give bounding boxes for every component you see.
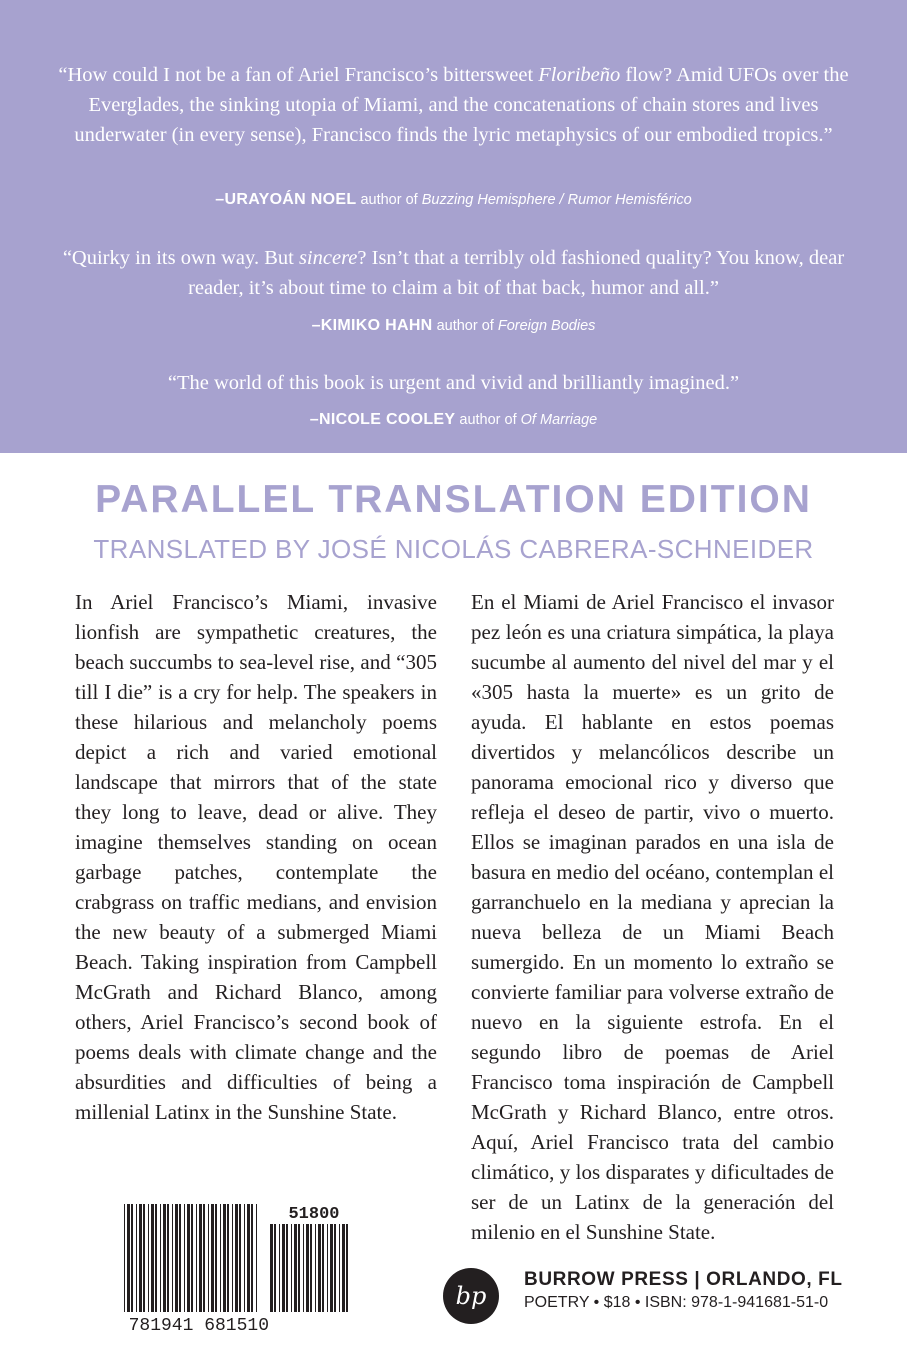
blurb-author-name: KIMIKO HAHN bbox=[320, 317, 433, 334]
blurb-attribution-3: –NICOLE COOLEY author of Of Marriage bbox=[309, 411, 598, 428]
barcode-bar bbox=[282, 1224, 285, 1312]
barcode-bar bbox=[223, 1204, 226, 1312]
barcode-bar bbox=[235, 1204, 238, 1312]
barcode-bar bbox=[279, 1224, 280, 1312]
barcode-bar bbox=[127, 1204, 130, 1312]
blurb-book-title: Buzzing Hemisphere / Rumor Hemisférico bbox=[421, 192, 692, 208]
book-info-line: POETRY • $18 • ISBN: 978-1-941681-51-0 bbox=[524, 1294, 829, 1311]
barcode-price-code: 51800 bbox=[288, 1205, 340, 1224]
barcode-bar bbox=[151, 1204, 154, 1312]
barcode-bar bbox=[208, 1204, 209, 1312]
barcode-bar bbox=[220, 1204, 221, 1312]
barcode-bar bbox=[334, 1224, 336, 1312]
blurb-book-title: Foreign Bodies bbox=[497, 318, 596, 334]
blurb-author-name: URAYOÁN NOEL bbox=[224, 191, 357, 208]
burrow-press-logo: bp bbox=[443, 1268, 499, 1324]
blurb-attribution-1: –URAYOÁN NOEL author of Buzzing Hemisphere / Rumor Hemisférico bbox=[215, 191, 692, 208]
barcode-bar bbox=[298, 1224, 300, 1312]
barcode-bar bbox=[184, 1204, 185, 1312]
barcode-bar bbox=[244, 1204, 245, 1312]
barcode-bar bbox=[124, 1204, 125, 1312]
barcode-bar bbox=[274, 1224, 276, 1312]
description-english: In Ariel Francisco’s Miami, invasive lionfish are sympathetic creatures, the beach succumbs to sea-level rise, and “305 till I die” is a cry for help. The speakers in these hilarious and melancholy poems depict a rich and varied emotional landscape that mirrors that of the state they long to leave, dead or alive. They imagine themselves standing on ocean garbage patches, contemplate the crabgrass on traffic medians, and envision the new beauty of a submerged Miami Beach. Taking inspiration from Campbell McGrath and Richard Blanco, among others, Ariel Francisco’s second book of poems deals with climate change and the absurdities and difficulties of being a millenial Latinx in the Sunshine State. bbox=[75, 590, 437, 1124]
barcode-bar bbox=[211, 1204, 214, 1312]
edition-title: PARALLEL TRANSLATION EDITION bbox=[95, 478, 812, 521]
barcode-bar bbox=[318, 1224, 321, 1312]
barcode-bar bbox=[342, 1224, 345, 1312]
blurb-author-name: NICOLE COOLEY bbox=[318, 411, 456, 428]
barcode-bar bbox=[160, 1204, 161, 1312]
barcode-bar bbox=[148, 1204, 149, 1312]
barcode-bar bbox=[303, 1224, 304, 1312]
publisher-line: BURROW PRESS | ORLANDO, FL bbox=[524, 1269, 843, 1290]
barcode-bar bbox=[251, 1204, 253, 1312]
barcode-bar bbox=[179, 1204, 181, 1312]
translator-credit: TRANSLATED BY JOSÉ NICOLÁS CABRERA-SCHNEIDER bbox=[93, 534, 814, 564]
barcode-isbn-digits: 9 781941 681510 bbox=[118, 1316, 270, 1335]
barcode-bar bbox=[131, 1204, 133, 1312]
barcode-bar bbox=[330, 1224, 333, 1312]
blurb-book-title: Of Marriage bbox=[520, 412, 598, 428]
barcode-bar bbox=[167, 1204, 169, 1312]
description-spanish: En el Miami de Ariel Francisco el invasor pez león es una criatura simpática, la playa sucumbe al aumento del nivel del mar y el «305 hasta la muerte» es un grito de ayuda. El hablante en estos poemas divertidos y melancólicos describe un panorama emocional rico y diverso que refleja el deseo de partir, vivo o muerto. Ellos se imaginan parados en una isla de basura en medio del océano, contemplan el garranchuelo en la mediana y aprecian la nueva belleza de un Miami Beach sumergido. En un momento lo extraño se convierte familiar para volverse extraño de nuevo en la siguiente estrofa. En el segundo libro de poemas de Ariel Francisco toma inspiración de Campbell McGrath y Richard Blanco, entre otros. Aquí, Ariel Francisco trata del cambio climático, y los disparates y dificultades de ser de un Latinx de la generación del milenio en el Sunshine State. bbox=[471, 590, 834, 1244]
barcode-bar bbox=[227, 1204, 229, 1312]
barcode-bar bbox=[339, 1224, 340, 1312]
barcode-bar bbox=[155, 1204, 157, 1312]
barcode-bar bbox=[239, 1204, 241, 1312]
barcode-bar bbox=[306, 1224, 309, 1312]
barcode-bar bbox=[196, 1204, 197, 1312]
barcode-bar bbox=[291, 1224, 292, 1312]
barcode-bar bbox=[256, 1204, 257, 1312]
barcode-bar bbox=[286, 1224, 288, 1312]
blurb-attribution-2: –KIMIKO HAHN author of Foreign Bodies bbox=[311, 317, 596, 334]
barcode-bar bbox=[175, 1204, 178, 1312]
barcode-bar bbox=[310, 1224, 312, 1312]
barcode-bar bbox=[315, 1224, 316, 1312]
barcode-bar bbox=[232, 1204, 233, 1312]
barcode-bar bbox=[139, 1204, 142, 1312]
barcode-bar bbox=[191, 1204, 193, 1312]
blurb-band bbox=[0, 0, 907, 453]
blurb-quote-1: “How could I not be a fan of Ariel Francisco’s bittersweet Floribeño flow? Amid UFOs over the Everglades, the sinking utopia of Miami, and the concatenations of chain stores and lives underwater (in every sense), Francisco finds the lyric metaphysics of our embodied tropics.” bbox=[58, 64, 849, 146]
barcode-bar bbox=[203, 1204, 205, 1312]
barcode-bar bbox=[346, 1224, 348, 1312]
barcode-bar bbox=[143, 1204, 145, 1312]
barcode-bar bbox=[187, 1204, 190, 1312]
barcode-bar bbox=[215, 1204, 217, 1312]
barcode-bar bbox=[172, 1204, 173, 1312]
barcode-bar bbox=[322, 1224, 324, 1312]
barcode-bar bbox=[327, 1224, 328, 1312]
blurb-quote-2: “Quirky in its own way. But sincere? Isn’t that a terribly old fashioned quality? You know, dear reader, it’s about time to claim a bit of that back, humor and all.” bbox=[62, 247, 845, 299]
isbn-barcode bbox=[118, 1200, 350, 1335]
barcode-bar bbox=[163, 1204, 166, 1312]
barcode-bar bbox=[199, 1204, 202, 1312]
barcode-bar bbox=[270, 1224, 273, 1312]
barcode-bar bbox=[136, 1204, 137, 1312]
barcode-bar bbox=[247, 1204, 250, 1312]
barcode-bar bbox=[294, 1224, 297, 1312]
blurb-quote-3: “The world of this book is urgent and vivid and brilliantly imagined.” bbox=[167, 372, 740, 394]
